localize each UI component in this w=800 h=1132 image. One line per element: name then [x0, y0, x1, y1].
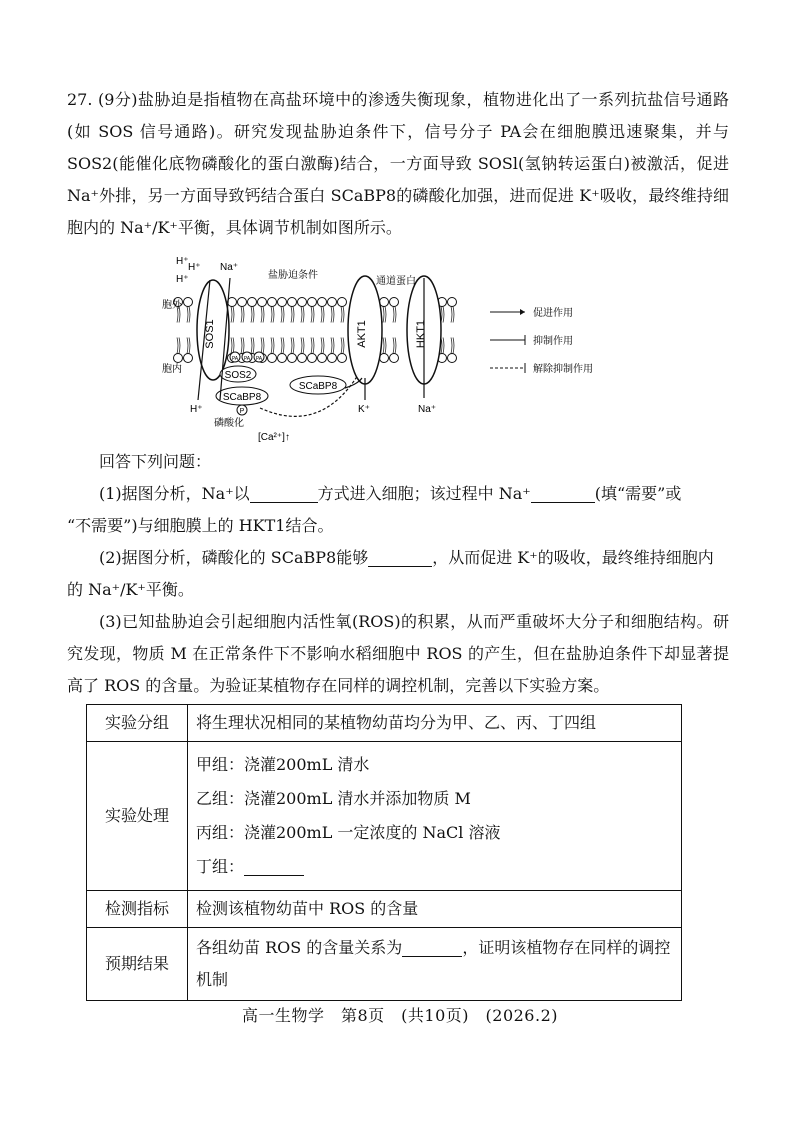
questions: [67, 446, 729, 702]
lipid-tail: [321, 338, 324, 354]
result-text: 各组幼苗 ROS 的含量关系为: [196, 938, 403, 957]
legend-inhibit-label: 抑制作用: [533, 336, 573, 347]
lipid-tail: [451, 307, 454, 323]
phosphate-label: P: [239, 408, 245, 415]
sos1-label: SOS1: [204, 319, 216, 349]
lipid-tail: [241, 338, 244, 354]
lipid-tail: [251, 307, 254, 323]
legend-promote-label: 促进作用: [533, 308, 573, 319]
question-1-cont: “不需要”)与细胞膜上的 HKT1结合。: [67, 516, 334, 535]
group-d-line: [196, 850, 673, 884]
lipid-tail: [231, 338, 234, 354]
lipid-tail: [383, 307, 386, 323]
q1-text: 方式进入细胞；该过程中 Na⁺: [317, 484, 531, 503]
table-cell: 检测指标: [87, 891, 188, 928]
lipid-head: [298, 354, 307, 363]
pa-label: PA: [231, 356, 239, 362]
pa-label: PA: [243, 356, 251, 362]
channel-label: 通道蛋白: [376, 276, 416, 287]
lipid-tail: [231, 307, 234, 323]
answer-blank[interactable]: [402, 938, 462, 957]
table-cell: [188, 928, 682, 1001]
lipid-head: [278, 354, 287, 363]
lipid-tail: [271, 338, 274, 354]
lipid-head: [184, 354, 193, 363]
lipid-head: [278, 298, 287, 307]
lipid-head: [268, 298, 277, 307]
phosphorylation-label: 磷酸化: [214, 418, 244, 429]
na-ion-label: Na⁺: [220, 262, 239, 273]
h-ion-label: H⁺: [190, 404, 203, 415]
lipid-head: [288, 354, 297, 363]
lipid-tail: [311, 338, 314, 354]
q1-text: (填“需要”或: [594, 484, 682, 503]
group-c-text: 丙组：浇灌200mL 一定浓度的 NaCl 溶液: [196, 823, 501, 842]
sos2-label: SOS2: [224, 370, 252, 381]
lipid-tail: [451, 338, 454, 354]
table-row: [87, 928, 682, 1001]
table-cell: 将生理状况相同的某植物幼苗均分为甲、乙、丙、丁四组: [188, 705, 682, 742]
lipid-tail: [291, 338, 294, 354]
lipid-head: [308, 298, 317, 307]
lipid-tail: [301, 307, 304, 323]
answer-blank[interactable]: [250, 484, 318, 503]
lipid-head: [184, 298, 193, 307]
table-cell: 检测该植物幼苗中 ROS 的含量: [188, 891, 682, 928]
lipid-head: [448, 354, 457, 363]
lipid-tail: [251, 338, 254, 354]
page-footer: 高一生物学 第8页 (共10页) (2026.2): [242, 1006, 558, 1025]
question-1: [67, 478, 729, 510]
answer-blank[interactable]: [531, 484, 595, 503]
answer-blank[interactable]: [368, 548, 432, 567]
lipid-tail: [187, 307, 190, 323]
lipid-tail: [261, 338, 264, 354]
question-2: [67, 542, 729, 574]
calcium-label: [Ca²⁺]↑: [258, 432, 290, 443]
condition-label: 盐胁迫条件: [268, 270, 318, 281]
lipid-tail: [331, 338, 334, 354]
table-cell: [188, 742, 682, 891]
lipid-head: [298, 298, 307, 307]
group-d-text: 丁组：: [196, 857, 245, 876]
table-cell: 实验处理: [87, 742, 188, 891]
lipid-head: [328, 354, 337, 363]
legend-release-label: 解除抑制作用: [533, 364, 593, 375]
lipid-tail: [261, 307, 264, 323]
lipid-head: [288, 298, 297, 307]
lipid-tail: [311, 307, 314, 323]
lipid-tail: [187, 338, 190, 354]
lipid-tail: [321, 307, 324, 323]
lipid-head: [390, 298, 399, 307]
lipid-head: [308, 354, 317, 363]
question-2-cont: 的 Na⁺/K⁺平衡。: [67, 580, 194, 599]
lipid-tail: [331, 307, 334, 323]
lipid-tail: [241, 307, 244, 323]
answer-blank[interactable]: [244, 857, 304, 876]
k-ion-label: K⁺: [358, 404, 370, 415]
lipid-head: [318, 298, 327, 307]
group-a-text: 甲组：浇灌200mL 清水: [196, 755, 370, 774]
lipid-tail: [341, 307, 344, 323]
h-ion-label: H⁺: [188, 262, 201, 273]
question-text: 27. (9分)盐胁迫是指植物在高盐环境中的渗透失衡现象，植物进化出了一系列抗盐信号通路(如 SOS 信号通路)。研究发现盐胁迫条件下，信号分子 PA会在细胞膜迅速聚集，并与 SOS2(能催化底物磷酸化的蛋白激酶)结合，一方面导致 SOSl(氢钠转运蛋白)被激活，促进 Na⁺外排，另一方面导致钙结合蛋白 SCaBP8的磷酸化加强，进而促进 K⁺吸收，最终维持细胞内的 Na⁺/K⁺平衡，具体调节机制如图所示。: [67, 90, 729, 237]
inside-label: 胞内: [162, 364, 182, 375]
q1-text: (1)据图分析，Na⁺以: [99, 484, 250, 503]
lipid-head: [318, 354, 327, 363]
q2-text: ，从而促进 K⁺的吸收，最终维持细胞内: [432, 548, 714, 567]
table-row: [87, 705, 682, 742]
table-cell: 预期结果: [87, 928, 188, 1001]
lipid-tail: [393, 307, 396, 323]
membrane-diagram: [140, 250, 660, 450]
akt1-label: AKT1: [356, 320, 368, 348]
lipid-head: [338, 298, 347, 307]
h-ion-label: H⁺: [176, 274, 189, 285]
lipid-head: [174, 354, 183, 363]
lipid-head: [248, 298, 257, 307]
lipid-head: [258, 298, 267, 307]
lipid-tail: [341, 338, 344, 354]
lipid-tail: [291, 307, 294, 323]
legend: [490, 306, 593, 375]
lipid-head: [328, 298, 337, 307]
scabp8-label: SCaBP8: [298, 381, 338, 392]
lipid-head: [448, 298, 457, 307]
lipid-tail: [177, 338, 180, 354]
lipid-tail: [281, 338, 284, 354]
group-b-text: 乙组：浇灌200mL 清水并添加物质 M: [196, 789, 471, 808]
lipid-head: [268, 354, 277, 363]
outside-label: 胞外: [162, 300, 182, 311]
hkt1-label: HKT1: [415, 319, 427, 349]
lipid-head: [238, 298, 247, 307]
pa-group: [230, 352, 264, 362]
na-ion-label: Na⁺: [418, 404, 437, 415]
lipid-tail: [301, 338, 304, 354]
h-ion-label: H⁺: [176, 256, 189, 267]
table-cell: 实验分组: [87, 705, 188, 742]
scabp8-label: SCaBP8: [222, 392, 262, 403]
lipid-tail: [281, 307, 284, 323]
pa-label: PA: [255, 356, 263, 362]
answer-intro: 回答下列问题：: [99, 452, 212, 471]
table-row: [87, 891, 682, 928]
table-row: [87, 742, 682, 891]
lipid-head: [390, 354, 399, 363]
lipid-tail: [271, 307, 274, 323]
question-3: (3)已知盐胁迫会引起细胞内活性氧(ROS)的积累，从而严重破坏大分子和细胞结构。研究发现，物质 M 在正常条件下不影响水稻细胞中 ROS 的产生，但在盐胁迫条件下却显著提高了 ROS 的含量。为验证某植物存在同样的调控机制，完善以下实验方案。: [67, 612, 729, 695]
question-intro: [67, 84, 729, 244]
lipid-tail: [383, 338, 386, 354]
experiment-table: [86, 704, 682, 1001]
result-text: ，证明该植物存在同样的调控机制: [196, 938, 671, 989]
lipid-head: [338, 354, 347, 363]
lipid-tail: [393, 338, 396, 354]
q2-text: (2)据图分析，磷酸化的 SCaBP8能够: [99, 548, 369, 567]
